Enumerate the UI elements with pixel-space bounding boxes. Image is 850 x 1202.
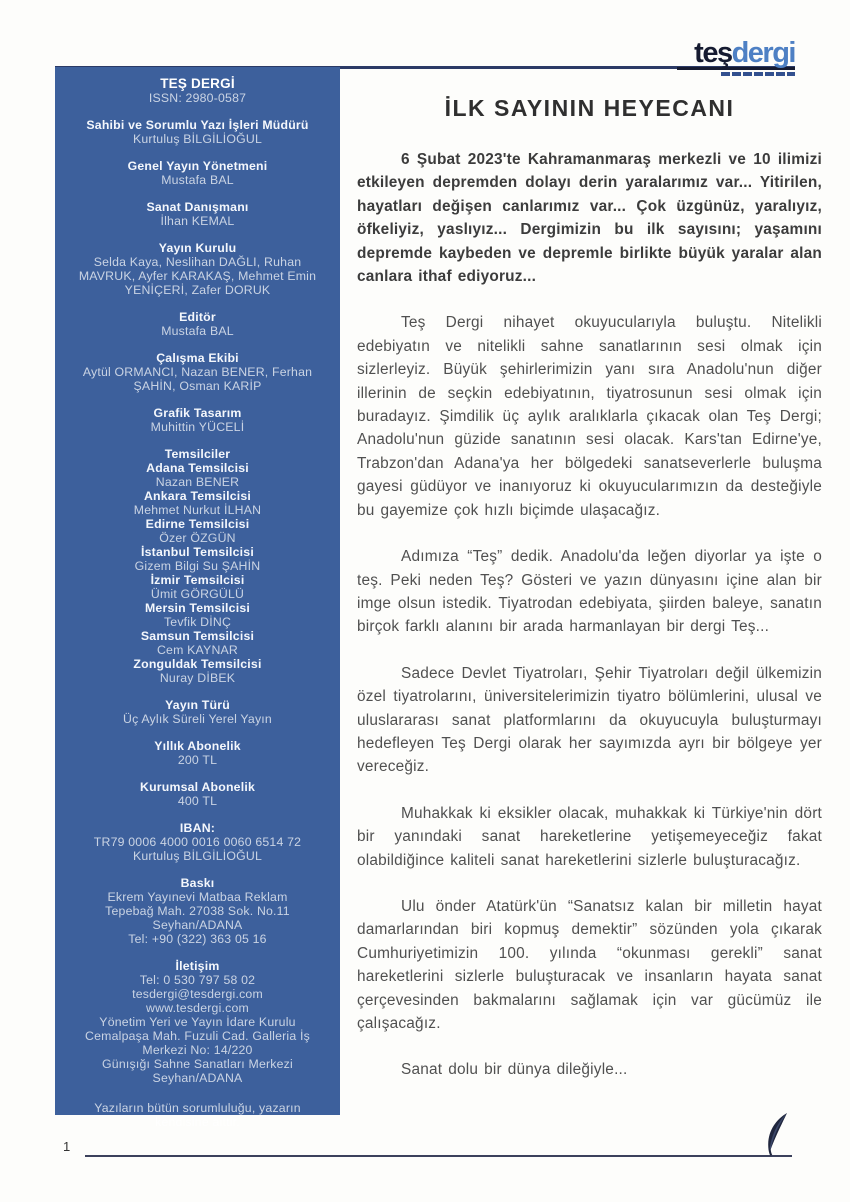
contact-city: Seyhan/ADANA <box>152 1071 243 1085</box>
article-paragraph: Teş Dergi nihayet okuyucularıyla buluştu. Nitelikli edebiyatın ve nitelikli sahne sanatlarının sesi olmak için sizlerleyiz. Büyük şehirlerimizin yanı sıra Anadolu'nun diğer illerinin de seçkin edebiyatının, tiyatrosunun sesi olmak için buradayız. Şimdilik üç aylık aralıklarla çıkacak olan Teş Dergi; Anadolu'nun güzide sanatının sesi olacak. Kars'tan Edirne'ye, Trabzon'dan Adana'ya her bölgedeki sanatseverlerle buluşma gayesi güdüyor ve inanıyoruz ki okuyucularımızın da desteğiyle bu gayemize çok hızlı biçimde ulaşacağız. <box>357 314 822 519</box>
contact-address-3: Günışığı Sahne Sanatları Merkezi <box>102 1057 293 1071</box>
masthead-block <box>67 406 328 434</box>
rep-name: Tevfik DİNÇ <box>163 615 232 629</box>
representatives-heading: Temsilciler <box>164 447 231 461</box>
masthead-value: 200 TL <box>177 753 218 767</box>
annual-subscription-block <box>67 739 328 767</box>
disclaimer-note: Yazıların bütün sorumluluğu, yazarın kendisine aittir. <box>94 1101 301 1129</box>
masthead-value: Mustafa BAL <box>161 173 234 187</box>
article-paragraph: Adımıza “Teş” dedik. Anadolu'da leğen diyorlar ya işte o teş. Peki neden Teş? Gösteri ve yazın dünyasını içine alan bir imge olsun istedik. Tiyatrodan edebiyata, şiirden baleye, sanatın birçok farklı alanını bir arada harmanlayan bir dergi Teş... <box>357 548 822 636</box>
footer-rule <box>85 1155 792 1157</box>
masthead-block <box>67 241 328 297</box>
masthead-value: Mustafa BAL <box>161 324 234 338</box>
quill-feather-icon <box>760 1112 794 1156</box>
masthead-heading: Yıllık Abonelik <box>154 739 241 753</box>
masthead-issn: ISSN: 2980-0587 <box>148 91 247 105</box>
masthead-block <box>67 159 328 187</box>
masthead-heading: Sahibi ve Sorumlu Yazı İşleri Müdürü <box>86 118 309 132</box>
rep-name: Nuray DİBEK <box>159 671 236 685</box>
masthead-value: 400 TL <box>177 794 218 808</box>
print-address: Tepebağ Mah. 27038 Sok. No.11 <box>105 904 290 918</box>
article-paragraph: Ulu önder Atatürk'ün “Sanatsız kalan bir milletin hayat damarlarından biri kopmuş demektir” sözünden yola çıkarak Cumhuriyetimizin 100. yılında “okunması gerekli” sanat hareketlerini sizlerle buluşturacak ve insanların hayata sanat çerçevesinden bakmalarını sağlamak için var gücümüz ile çalışacağız. <box>357 897 822 1032</box>
masthead-heading: Kurumsal Abonelik <box>139 780 255 794</box>
rep-role: Samsun Temsilcisi <box>140 629 255 643</box>
masthead-block <box>67 118 328 146</box>
iban-number: TR79 0006 4000 0016 0060 6514 72 <box>93 835 302 849</box>
iban-holder: Kurtuluş BİLGİLİOĞUL <box>132 849 263 863</box>
masthead-value: Muhittin YÜCELİ <box>150 420 245 434</box>
rep-role: Mersin Temsilcisi <box>144 601 250 615</box>
contact-address-2: Merkezi No: 14/220 <box>142 1043 253 1057</box>
masthead-heading: Baskı <box>180 876 215 890</box>
masthead-heading: Yayın Türü <box>165 698 230 712</box>
print-house: Ekrem Yayınevi Matbaa Reklam <box>107 890 288 904</box>
rep-role: Adana Temsilcisi <box>146 461 249 475</box>
masthead-value: Selda Kaya, Neslihan DAĞLI, Ruhan MAVRUK, Ayfer KARAKAŞ, Mehmet Emin YENİÇERİ, Zafer DORUK <box>78 255 317 297</box>
contact-email: tesdergi@tesdergi.com <box>132 987 263 1001</box>
contact-admin-line: Yönetim Yeri ve Yayın İdare Kurulu <box>99 1015 296 1029</box>
print-city: Seyhan/ADANA <box>152 918 243 932</box>
masthead-value: Üç Aylık Süreli Yerel Yayın <box>123 712 272 726</box>
masthead-heading: Sanat Danışmanı <box>146 200 249 214</box>
representatives-list <box>67 447 328 685</box>
article-lead-paragraph: 6 Şubat 2023'te Kahramanmaraş merkezli ve 10 ilimizi etkileyen depremden dolayı derin yaralarımız var... Yitirilen, hayatları değişen canlarımız var... Çok üzgünüz, yaralıyız, öfkeliyiz, yaslıyız... Dergimizin bu ilk sayısını; yaşamını depremde kaybeden ve depremle birlikte büyük yaralar alan canlara ithaf ediyoruz... <box>357 151 822 286</box>
iban-block <box>67 821 328 863</box>
masthead-heading: Editör <box>179 310 216 324</box>
logo-part-tes: teş <box>694 37 732 69</box>
masthead-heading: Grafik Tasarım <box>153 406 242 420</box>
logo-part-dergi: dergi <box>731 37 795 69</box>
corporate-subscription-block <box>67 780 328 808</box>
article-closing-line: Sanat dolu bir dünya dileğiyle... <box>401 1061 628 1079</box>
rep-role: Ankara Temsilcisi <box>143 489 252 503</box>
rep-name: Mehmet Nurkut İLHAN <box>133 503 262 517</box>
publication-type-block <box>67 698 328 726</box>
masthead-block <box>67 200 328 228</box>
rep-name: Ümit GÖRGÜLÜ <box>150 587 245 601</box>
article-paragraph: Muhakkak ki eksikler olacak, muhakkak ki Türkiye'nin dört bir yanındaki sanat hareketlerine yetişemeyeceğiz fakat olabildiğince kaliteli sanat hareketlerini sizlerle buluşturacağız. <box>357 804 822 869</box>
rep-role: Zonguldak Temsilcisi <box>133 657 262 671</box>
masthead-heading: Yayın Kurulu <box>158 241 237 255</box>
rep-name: Cem KAYNAR <box>156 643 239 657</box>
logo-wordmark <box>677 37 795 69</box>
print-block <box>67 876 328 946</box>
page-number: 1 <box>63 1139 71 1154</box>
article-paragraph: Sadece Devlet Tiyatroları, Şehir Tiyatroları değil ülkemizin özel tiyatrolarını, üniversitelerimizin tiyatro bölümlerini, ulusal ve uluslararası sanat platformlarını da okuyucuyla buluşturmayı hedefleyen Teş Dergi olarak her sayımızda ayrı bir bölgeye yer vereceğiz. <box>357 664 822 776</box>
rep-name: Gizem Bilgi Su ŞAHİN <box>134 559 261 573</box>
masthead-value: İlhan KEMAL <box>160 214 235 228</box>
rep-name: Özer ÖZGÜN <box>159 531 236 545</box>
masthead-value: Aytül ORMANCI, Nazan BENER, Ferhan ŞAHİN, Osman KARİP <box>82 365 313 393</box>
contact-website: www.tesdergi.com <box>146 1001 249 1015</box>
print-phone: Tel: +90 (322) 363 05 16 <box>128 932 267 946</box>
masthead-title: TEŞ DERGİ <box>160 76 235 91</box>
masthead-heading: Çalışma Ekibi <box>156 351 239 365</box>
masthead-block <box>67 351 328 393</box>
masthead-block <box>67 310 328 338</box>
magazine-logo <box>677 37 795 76</box>
rep-role: Edirne Temsilcisi <box>145 517 250 531</box>
article-column <box>357 95 822 1105</box>
masthead-heading: Genel Yayın Yönetmeni <box>127 159 268 173</box>
rep-role: İzmir Temsilcisi <box>150 573 245 587</box>
rep-role: İstanbul Temsilcisi <box>141 545 254 559</box>
article-title: İLK SAYININ HEYECANI <box>444 95 735 121</box>
masthead-sidebar <box>55 67 340 1129</box>
contact-address-1: Cemalpaşa Mah. Fuzuli Cad. Galleria İş <box>85 1029 310 1043</box>
contact-phone: Tel: 0 530 797 58 02 <box>139 973 256 987</box>
masthead-heading: IBAN: <box>179 821 216 835</box>
masthead-value: Kurtuluş BİLGİLİOĞUL <box>132 132 263 146</box>
contact-block <box>67 959 328 1085</box>
masthead-heading: İletişim <box>175 959 220 973</box>
logo-tagline-strip <box>721 72 795 76</box>
rep-name: Nazan BENER <box>155 475 240 489</box>
